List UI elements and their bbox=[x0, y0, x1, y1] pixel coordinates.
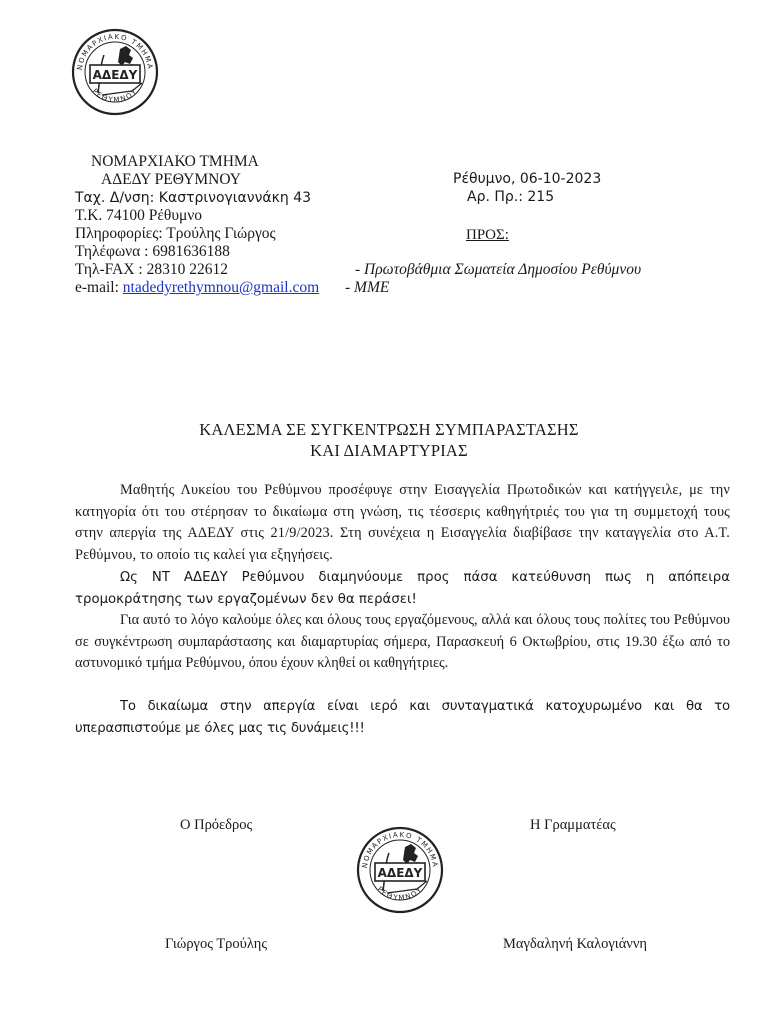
signature-right-name: Μαγδαληνή Καλογιάννη bbox=[503, 936, 647, 952]
seal-top-text: ΝΟΜΑΡΧΙΑΚΟ ΤΜΗΜΑ bbox=[75, 32, 155, 71]
adedy-seal-logo bbox=[70, 25, 160, 120]
recipient-2: - ΜΜΕ bbox=[345, 279, 390, 296]
org-name-line2: ΑΔΕΔΥ ΡΕΘΥΜΝΟΥ bbox=[101, 171, 241, 188]
stamp-top-text: ΝΟΜΑΡΧΙΑΚΟ ΤΜΗΜΑ bbox=[360, 830, 440, 869]
body-paragraph-4: Το δικαίωμα στην απεργία είναι ιερό και συνταγματικά κατοχυρωμένο και θα το υπερασπιστούμε με όλες μας τις δυνάμεις!!! bbox=[75, 699, 730, 736]
seal-center-text: ΑΔΕΔΥ bbox=[92, 68, 138, 82]
stamp-center-text: ΑΔΕΔΥ bbox=[377, 866, 423, 880]
recipient-1: - Πρωτοβάθμια Σωματεία Δημοσίου Ρεθύμνου bbox=[355, 261, 642, 278]
adedy-seal-stamp bbox=[355, 823, 445, 918]
sender-address: Ταχ. Δ/νση: Καστρινογιαννάκη 43 bbox=[75, 190, 312, 206]
document-title-line1: ΚΑΛΕΣΜΑ ΣΕ ΣΥΓΚΕΝΤΡΩΣΗ ΣΥΜΠΑΡΑΣΤΑΣΗΣ bbox=[199, 420, 579, 439]
sender-postal-code: Τ.Κ. 74100 Ρέθυμνο bbox=[75, 207, 203, 224]
body-paragraph-3: Για αυτό το λόγο καλούμε όλες και όλους τους εργαζόμενους, αλλά και όλους τους πολίτες του Ρεθύμνου σε συγκέντρωση συμπαράστασης και διαμαρτυρίας σήμερα, Παρασκευή 6 Οκτωβρίου, στις 19.30 έξω από το αστυνομικό τμήμα Ρεθύμνου, όπου έχουν κληθεί οι καθηγήτριες. bbox=[75, 612, 730, 671]
email-label: e-mail: bbox=[75, 279, 119, 296]
protocol-number: Αρ. Πρ.: 215 bbox=[467, 189, 555, 205]
stamp-bottom-text: ΡΕΘΥΜΝΟΥ bbox=[375, 885, 425, 903]
signature-right-role: Η Γραμματέας bbox=[530, 817, 616, 833]
place-date: Ρέθυμνο, 06-10-2023 bbox=[453, 171, 602, 187]
body-paragraph-2: Ως ΝΤ ΑΔΕΔΥ Ρεθύμνου διαμηνύουμε προς πάσα κατεύθυνση πως η απόπειρα τρομοκράτησης των εργαζομένων δεν θα περάσει! bbox=[75, 570, 730, 607]
sender-info: Πληροφορίες: Τρούλης Γιώργος bbox=[75, 225, 276, 242]
signature-left-name: Γιώργος Τρούλης bbox=[165, 936, 268, 952]
body-paragraph-1: Μαθητής Λυκείου του Ρεθύμνου προσέφυγε στην Εισαγγελία Πρωτοδικών και κατήγγειλε, με την κατηγορία ότι του στέρησαν το δικαίωμα στη γνώση, τις τέσσερις καθηγήτριές του για τη συμμετοχή τους στην απεργία της ΑΔΕΔΥ στις 21/9/2023. Στη συνέχεια η Εισαγγελία διαβίβασε την καταγγελία στο Α.Τ. Ρεθύμνου, το οποίο τις καλεί για εξηγήσεις. bbox=[75, 482, 730, 563]
org-name-line1: ΝΟΜΑΡΧΙΑΚΟ ΤΜΗΜΑ bbox=[91, 153, 259, 170]
email-link[interactable]: ntadedyrethymnou@gmail.com bbox=[122, 279, 320, 296]
signature-left-role: Ο Πρόεδρος bbox=[180, 817, 253, 833]
sender-email-row bbox=[75, 279, 319, 297]
sender-fax: Τηλ-FAX : 28310 22612 bbox=[75, 261, 228, 278]
document-title-line2: ΚΑΙ ΔΙΑΜΑΡΤΥΡΙΑΣ bbox=[310, 441, 468, 460]
seal-bottom-text: ΡΕΘΥΜΝΟΥ bbox=[90, 87, 140, 105]
to-label: ΠΡΟΣ: bbox=[466, 227, 509, 243]
sender-phones: Τηλέφωνα : 6981636188 bbox=[75, 243, 230, 260]
